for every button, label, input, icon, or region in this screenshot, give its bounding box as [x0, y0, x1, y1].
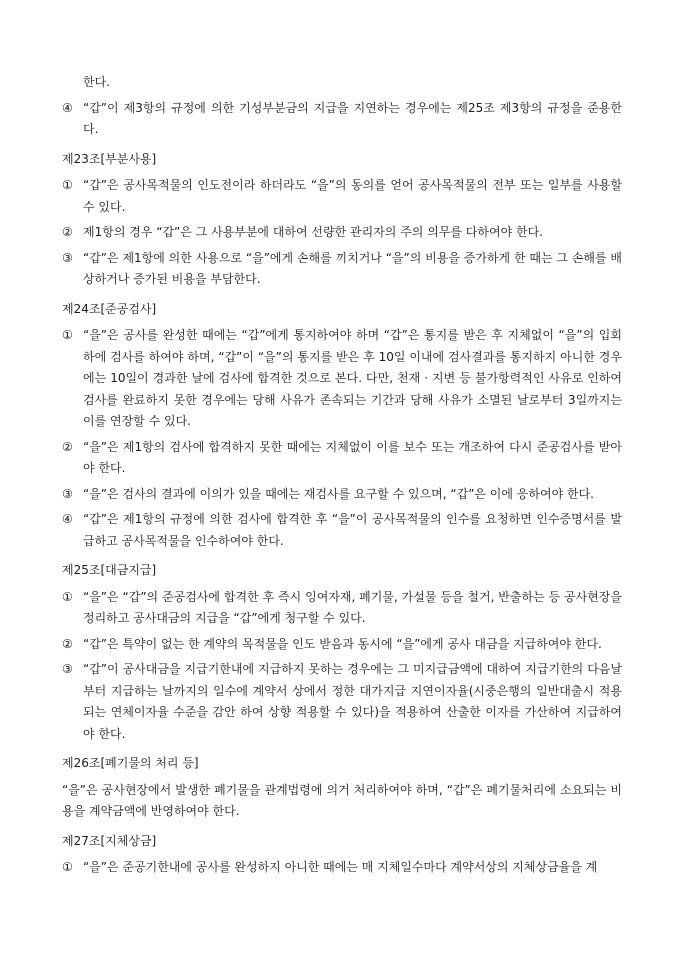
clause-number: ① [62, 860, 73, 874]
clause-item [62, 634, 622, 656]
clause-number: ② [62, 225, 73, 239]
clause-number: ② [62, 439, 73, 454]
clause-item [62, 175, 622, 218]
clause-item [62, 248, 622, 291]
clause-item [62, 437, 622, 480]
clause-item [62, 659, 622, 745]
clause-text: “갑”은 공사목적물의 인도전이라 하더라도 “을”의 동의를 얻어 공사목적물의 전부 또는 일부를 사용할 수 있다. [83, 178, 622, 214]
clause-item [62, 587, 622, 630]
article-body-text: “을”은 공사현장에서 발생한 폐기물을 관계법령에 의거 처리하여야 하며, “갑”은 폐기물처리에 소요되는 비용을 계약금액에 반영하여야 한다. [62, 782, 622, 818]
clause-number: ④ [62, 100, 73, 115]
article-heading: 제23조[부분사용] [62, 151, 157, 166]
clause-text: “을”은 준공기한내에 공사를 완성하지 아니한 때에는 매 지체일수마다 계약서상의 지체상금율을 계 [83, 860, 598, 874]
clause-number: ① [62, 178, 73, 192]
clause-number: ① [62, 328, 73, 342]
clause-number: ③ [62, 486, 73, 501]
article-heading: 제26조[폐기물의 처리 등] [62, 756, 199, 770]
clause-text: “갑”은 특약이 없는 한 계약의 목적물을 인도 받음과 동시에 “을”에게 공사 대금을 지급하여야 한다. [83, 636, 602, 651]
continuation-text: 한다. [83, 75, 110, 89]
clause-item [62, 325, 622, 433]
clause-item [62, 857, 622, 879]
article-heading: 제27조[지체상금] [62, 833, 157, 848]
clause-text: “을”은 검사의 결과에 이의가 있을 때에는 재검사를 요구할 수 있으며, “갑”은 이에 응하여야 한다. [83, 486, 594, 501]
clause-text: 제1항의 경우 “갑”은 그 사용부분에 대하여 선량한 관리자의 주의 의무를 다하여야 한다. [83, 225, 543, 239]
clause-number: ③ [62, 250, 73, 265]
article-heading: 제25조[대금지급] [62, 563, 157, 577]
clause-item [62, 484, 622, 506]
clause-text: “을”은 제1항의 검사에 합격하지 못한 때에는 지체없이 이를 보수 또는 개조하여 다시 준공검사를 받아야 한다. [83, 439, 622, 475]
clause-item [62, 222, 622, 244]
clause-text: “갑”이 제3항의 규정에 의한 기성부분금의 지급을 지연하는 경우에는 제25조 제3항의 규정을 준용한다. [83, 100, 622, 136]
clause-text: “갑”은 제1항에 의한 사용으로 “을”에게 손해를 끼치거나 “을”의 비용을 증가하게 한 때는 그 손해를 배상하거나 증가된 비용을 부담한다. [83, 250, 622, 286]
clause-text: “을”은 공사를 완성한 때에는 “갑”에게 통지하여야 하며 “갑”은 통지를 받은 후 지체없이 “을”의 입회하에 검사를 하여야 하며, “갑”이 “을”의 통지를 받은 후 10일 이내에 검사결과를 통지하지 아니한 경우에는 10일이 경과한 날에 검사에 합격한 것으로 본다. 다만, 천재 · 지변 등 불가항력적인 사유로 인하여 검사를 완료하지 못한 경우에는 당해 사유가 존속되는 기간과 당해 사유가 소멸된 날로부터 3일까지는 이를 연장할 수 있다. [83, 328, 622, 428]
clause-text: “갑”은 제1항의 규정에 의한 검사에 합격한 후 “을”이 공사목적물의 인수를 요청하면 인수증명서를 발급하고 공사목적물을 인수하여야 한다. [83, 512, 622, 548]
article-heading: 제24조[준공검사] [62, 301, 157, 316]
clause-text: “갑”이 공사대금을 지급기한내에 지급하지 못하는 경우에는 그 미지급금액에 대하여 지급기한의 다음날부터 지급하는 날까지의 일수에 계약서 상에서 정한 대가지급 지연이자율(시중은행의 일반대출시 적용되는 연체이자율 수준을 감안 하여 상향 적용할 수 있다)을 적용하여 산출한 이자를 가산하여 지급하여야 한다. [83, 662, 622, 741]
clause-number: ③ [62, 662, 73, 676]
clause-item [62, 509, 622, 552]
clause-number: ② [62, 636, 73, 651]
contract-page [62, 72, 622, 883]
clause-number: ④ [62, 512, 73, 526]
clause-item [62, 98, 622, 141]
clause-number: ① [62, 589, 73, 604]
clause-text: “을”은 “갑”의 준공검사에 합격한 후 즉시 잉여자재, 폐기물, 가설물 등을 철거, 반출하는 등 공사현장을 정리하고 공사대금의 지급을 “갑”에게 청구할 수 있다. [83, 589, 622, 625]
